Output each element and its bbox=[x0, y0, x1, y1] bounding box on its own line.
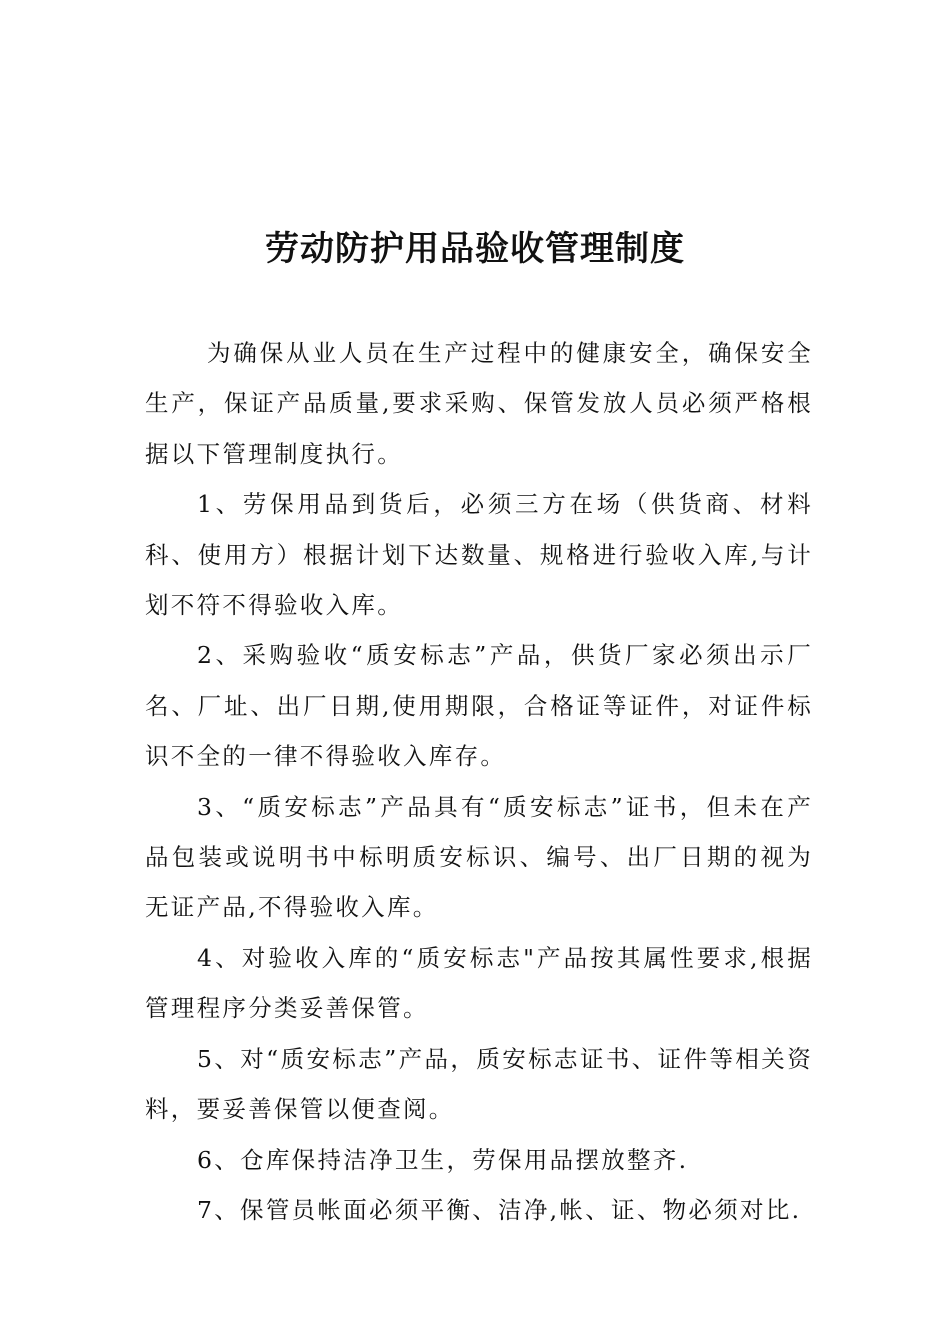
document-body bbox=[145, 328, 813, 1235]
document-title: 劳动防护用品验收管理制度 bbox=[265, 229, 685, 269]
intro-paragraph: 为确保从业人员在生产过程中的健康安全，确保安全生产，保证产品质量,要求采购、保管发放人员必须严格根据以下管理制度执行。 bbox=[145, 339, 813, 468]
rule-paragraph-7: 7、保管员帐面必须平衡、洁净,帐、证、物必须对比. bbox=[197, 1195, 802, 1224]
rule-paragraph-6: 6、仓库保持洁净卫生，劳保用品摆放整齐. bbox=[197, 1145, 689, 1174]
rule-paragraph-2: 2、采购验收“质安标志”产品，供货厂家必须出示厂名、厂址、出厂日期,使用期限，合格证等证件，对证件标识不全的一律不得验收入库存。 bbox=[145, 641, 813, 771]
rule-paragraph-5: 5、对“质安标志”产品，质安标志证书、证件等相关资料，要妥善保管以便查阅。 bbox=[145, 1044, 813, 1124]
rule-paragraph-3: 3、“质安标志”产品具有“质安标志”证书，但未在产品包装或说明书中标明质安标识、编号、出厂日期的视为无证产品,不得验收入库。 bbox=[145, 792, 813, 922]
rule-paragraph-1: 1、劳保用品到货后，必须三方在场（供货商、材料科、使用方）根据计划下达数量、规格进行验收入库,与计划不符不得验收入库。 bbox=[145, 490, 813, 620]
rule-paragraph-4: 4、对验收入库的“质安标志"产品按其属性要求,根据管理程序分类妥善保管。 bbox=[145, 943, 813, 1023]
